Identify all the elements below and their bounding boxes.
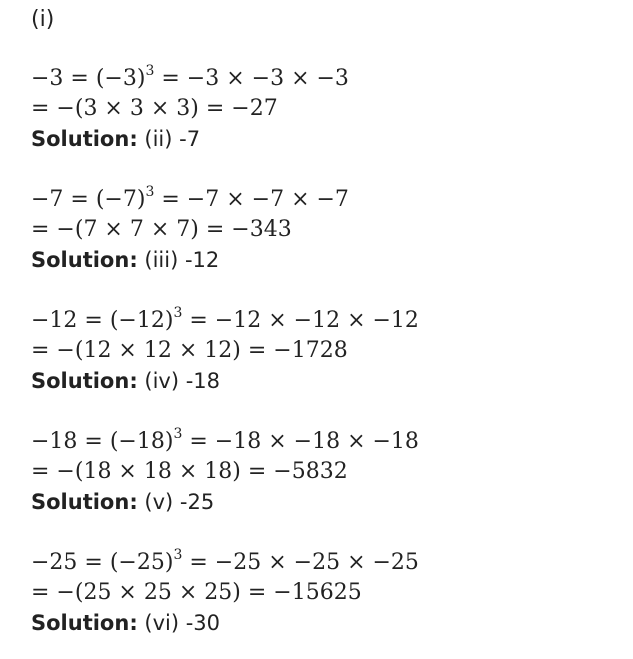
next-part-label: (iv) -18 [144, 369, 221, 393]
equation-line-1 [31, 427, 621, 457]
equation-line-1 [31, 185, 621, 215]
equation-right: = −3 × −3 × −3 [154, 66, 349, 91]
equation-line-2: = −(7 × 7 × 7) = −343 [31, 217, 292, 242]
equation-left: −7 = (−7) [31, 187, 146, 212]
solution-block [31, 427, 621, 517]
exponent: 3 [145, 183, 155, 200]
solution-block [31, 548, 621, 638]
equation-line-1 [31, 306, 621, 336]
solution-heading [31, 608, 621, 638]
equation-line-2: = −(25 × 25 × 25) = −15625 [31, 580, 362, 605]
exponent: 3 [173, 304, 183, 321]
next-part-label: (v) -25 [144, 490, 215, 514]
equation-right: = −12 × −12 × −12 [182, 308, 419, 333]
solution-label: Solution: [31, 369, 138, 393]
part-label: (i) [31, 7, 55, 32]
solution-label: Solution: [31, 248, 138, 272]
solution-heading [31, 245, 621, 275]
solution-heading [31, 487, 621, 517]
equation-right: = −25 × −25 × −25 [182, 550, 419, 575]
solution-block [31, 185, 621, 275]
equation-left: −12 = (−12) [31, 308, 174, 333]
solution-heading [31, 124, 621, 154]
exponent: 3 [173, 546, 183, 563]
equation-line-2: = −(3 × 3 × 3) = −27 [31, 96, 278, 121]
equation-line-2: = −(12 × 12 × 12) = −1728 [31, 338, 348, 363]
next-part-label: (vi) -30 [144, 611, 221, 635]
solution-label: Solution: [31, 490, 138, 514]
solution-block [31, 306, 621, 396]
solution-label: Solution: [31, 611, 138, 635]
solution-block [31, 64, 621, 154]
next-part-label: (ii) -7 [144, 127, 201, 151]
exponent: 3 [173, 425, 183, 442]
equation-line-2: = −(18 × 18 × 18) = −5832 [31, 459, 348, 484]
equation-left: −3 = (−3) [31, 66, 146, 91]
next-part-label: (iii) -12 [144, 248, 220, 272]
equation-left: −25 = (−25) [31, 550, 174, 575]
solution-label: Solution: [31, 127, 138, 151]
solution-heading [31, 366, 621, 396]
equation-left: −18 = (−18) [31, 429, 174, 454]
equation-line-1 [31, 64, 621, 94]
equation-right: = −18 × −18 × −18 [182, 429, 419, 454]
equation-right: = −7 × −7 × −7 [154, 187, 349, 212]
exponent: 3 [145, 62, 155, 79]
equation-line-1 [31, 548, 621, 578]
